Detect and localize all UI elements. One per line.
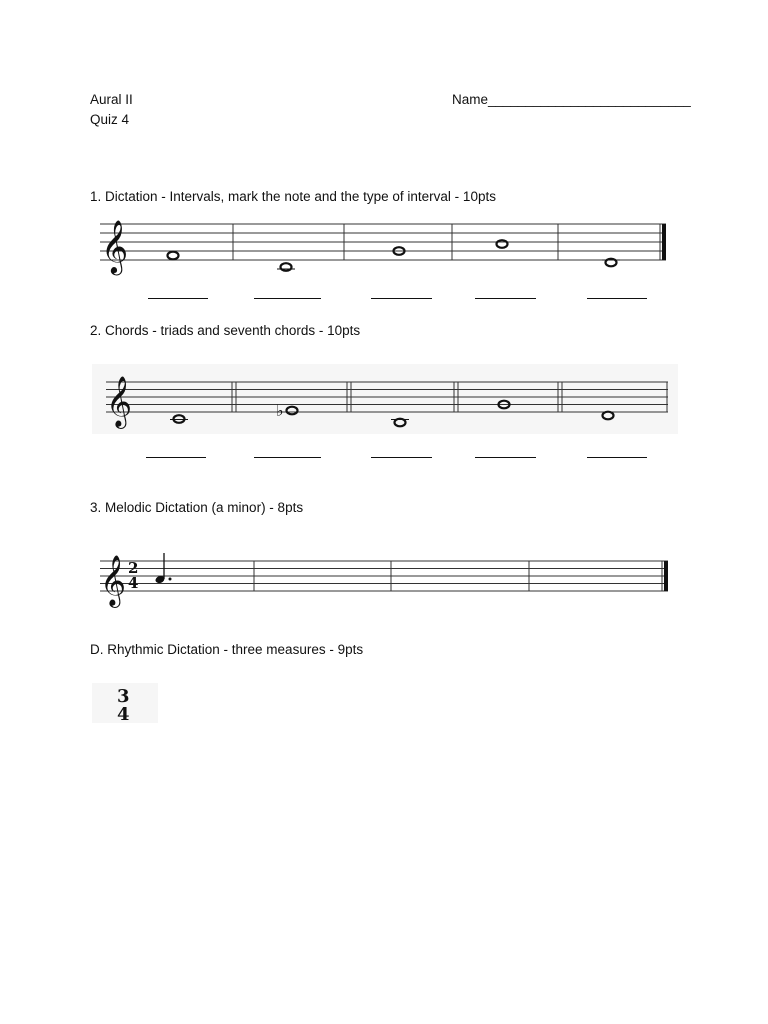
quiz-number: Quiz 4: [90, 112, 130, 127]
flat-icon: ♭: [276, 401, 284, 420]
question-4-label: D. Rhythmic Dictation - three measures - 9pts: [90, 642, 364, 657]
time-signature-top: 2: [128, 559, 139, 577]
time-signature-bottom: 4: [128, 574, 139, 592]
name-blank[interactable]: ___________________________: [488, 92, 691, 107]
question-1-label: 1. Dictation - Intervals, mark the note and the type of interval - 10pts: [90, 189, 496, 204]
course-title: Aural II: [90, 92, 133, 107]
time-signature-bottom: 4: [117, 704, 130, 725]
treble-clef-icon: 𝄞: [100, 555, 127, 606]
time-signature-top: 3: [117, 686, 130, 707]
name-label-text: Name: [452, 92, 489, 107]
question-3-label: 3. Melodic Dictation (a minor) - 8pts: [90, 500, 304, 515]
question-2-label: 2. Chords - triads and seventh chords - 10pts: [90, 323, 361, 338]
treble-clef-icon: 𝄞: [106, 376, 133, 427]
treble-clef-icon: 𝄞: [101, 219, 129, 273]
